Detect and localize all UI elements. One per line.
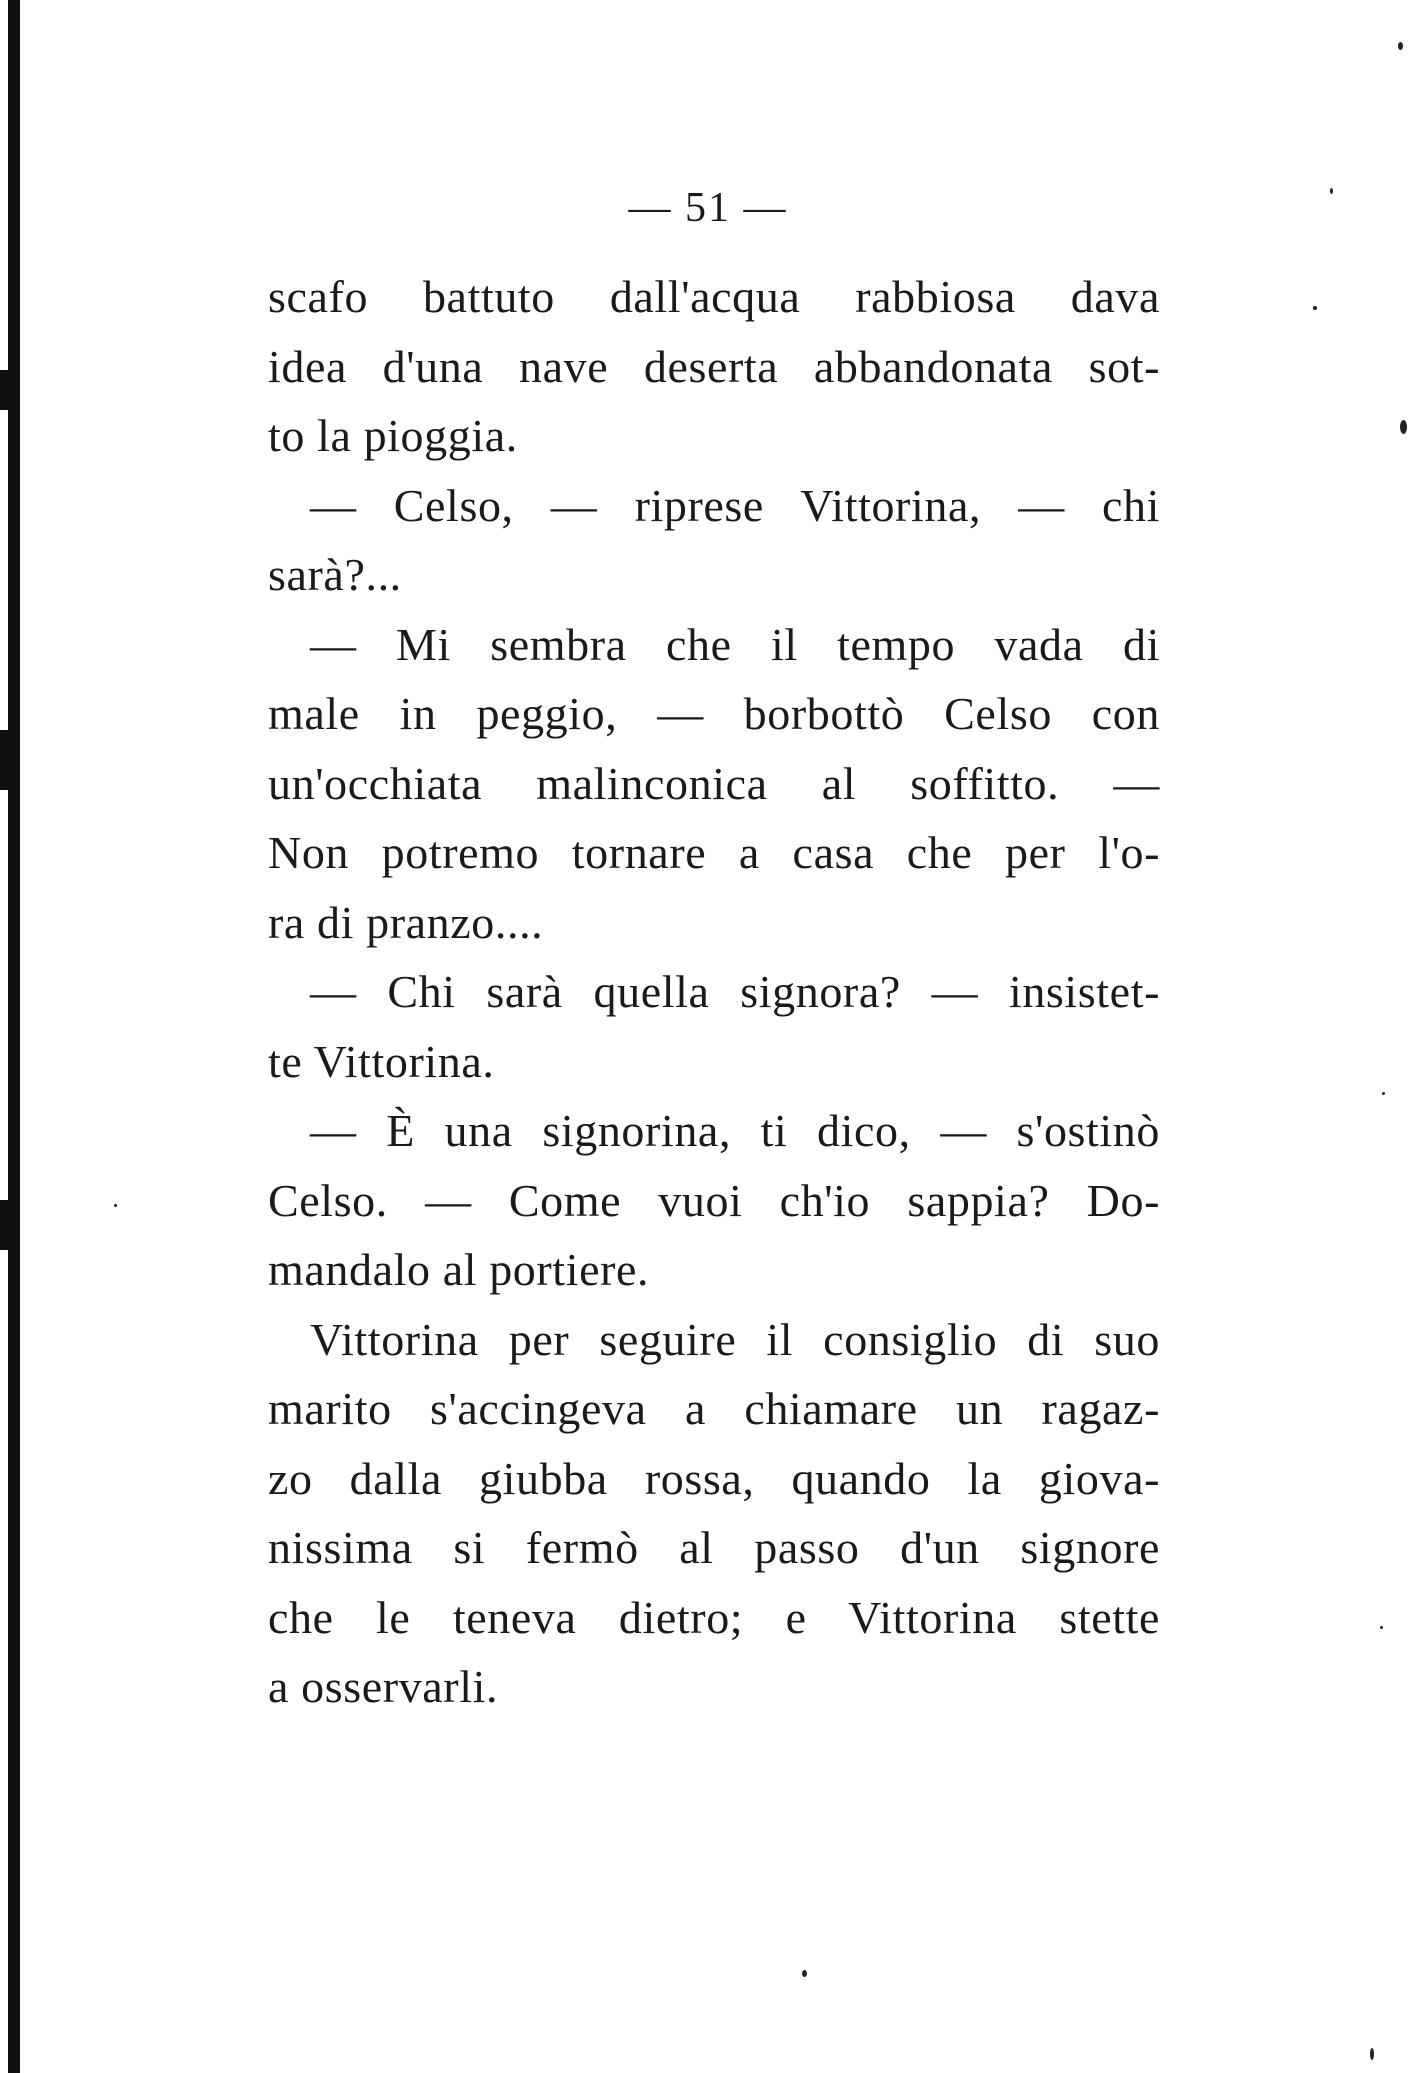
binding-notch [0,370,16,410]
binding-notch [0,1200,16,1250]
text-line: un'occhiata malinconica al soffitto. — [268,757,1160,809]
text-line: idea d'una nave deserta abbandonata sot- [268,340,1160,392]
text-line: sarà?... [268,549,402,600]
body-text [268,262,1160,1722]
scan-speck [1382,1092,1385,1095]
text-line: — È una signorina, ti dico, — s'ostinò [310,1105,1160,1156]
text-line: Non potremo tornare a casa che per l'o- [268,827,1160,878]
text-line: te Vittorina. [268,1035,495,1087]
text-line: a osservarli. [268,1661,499,1712]
text-line: zo dalla giubba rossa, quando la giova- [268,1452,1160,1504]
page-number: — 51 — [628,185,788,231]
scan-speck [1313,306,1317,310]
text-line: scafo battuto dall'acqua rabbiosa dava [268,271,1160,322]
text-line: — Chi sarà quella signora? — insistet- [310,966,1160,1017]
text-line: to la pioggia. [268,410,518,461]
scan-speck [1400,420,1407,434]
text-line: — Celso, — riprese Vittorina, — chi [310,479,1160,531]
page-binding-edge [8,0,20,2073]
text-line: Vittorina per seguire il consiglio di suo [310,1313,1160,1365]
text-line: nissima si fermò al passo d'un signore [268,1522,1160,1573]
text-line: che le teneva dietro; e Vittorina stette [268,1591,1160,1643]
scan-speck [802,1970,807,1977]
scan-speck [1370,2048,1374,2060]
text-line: mandalo al portiere. [268,1244,650,1295]
scan-speck [1380,1626,1383,1629]
binding-notch [0,730,16,790]
text-line: male in peggio, — borbottò Celso con [268,688,1160,739]
text-line: Celso. — Come vuoi ch'io sappia? Do- [268,1174,1160,1226]
text-line: ra di pranzo.... [268,896,544,948]
text-line: — Mi sembra che il tempo vada di [310,618,1160,670]
scan-speck [114,1204,117,1207]
scan-speck [1398,42,1403,50]
text-line: marito s'accingeva a chiamare un ragaz- [268,1383,1160,1434]
